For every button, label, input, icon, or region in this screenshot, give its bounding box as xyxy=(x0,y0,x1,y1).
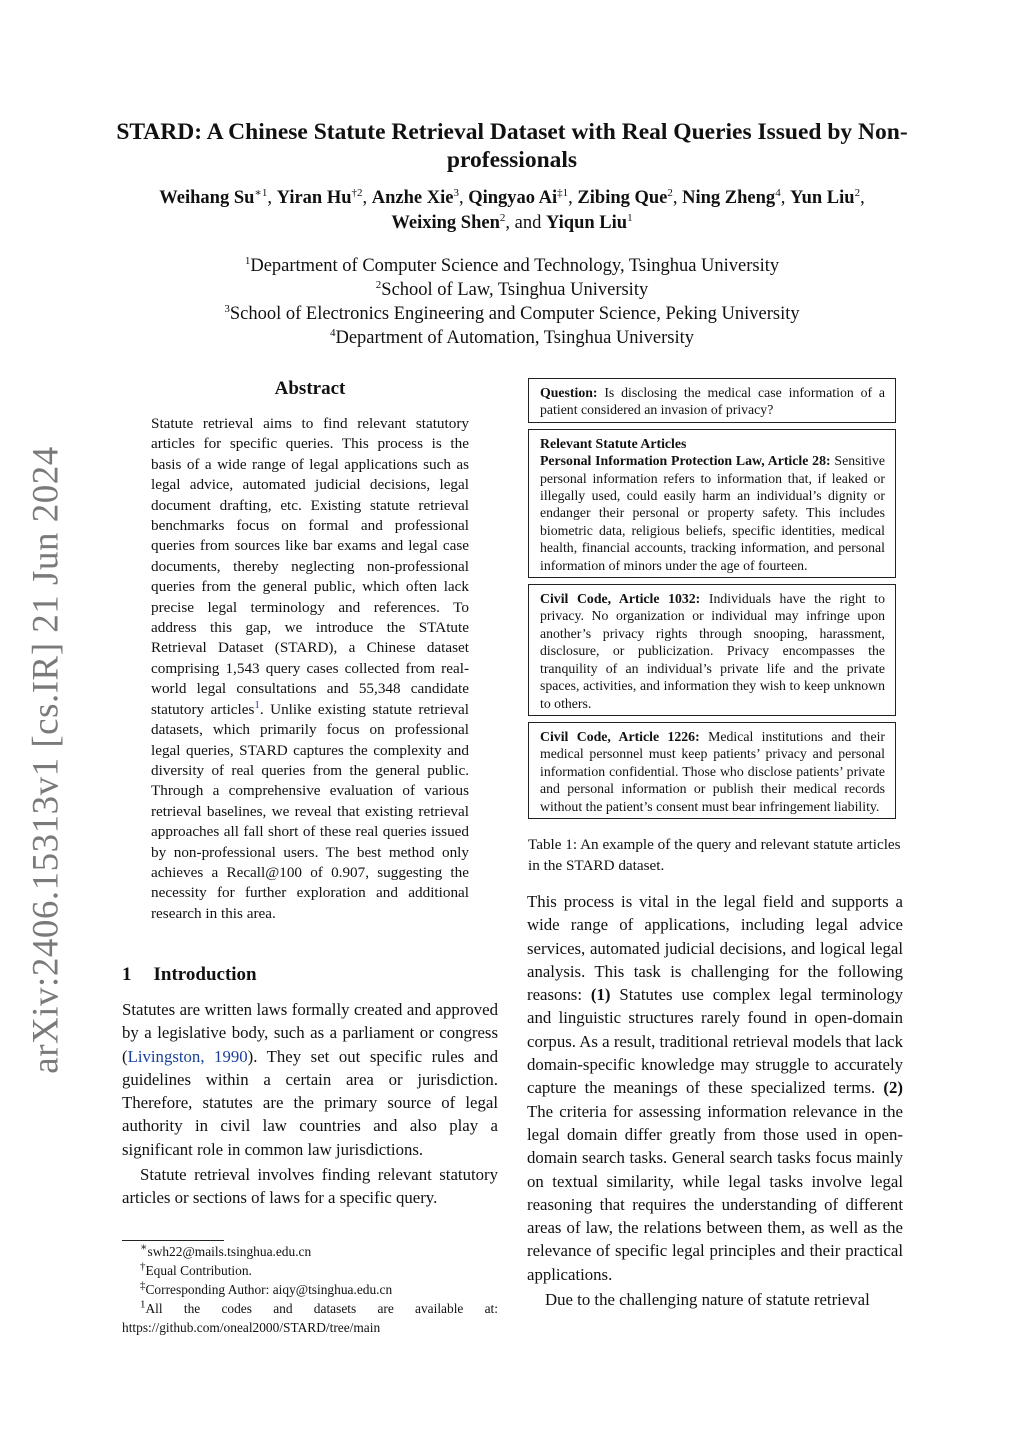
author: Weixing Shen$^2$, and xyxy=(391,211,546,233)
abstract-body: Statute retrieval aims to find relevant statutory articles for specific queries. This process is the basis of a wide range of legal applications such as legal advice, automated judicial decisions, legal document drafting, etc. Existing statute retrieval benchmarks focus on formal and professional queries from sources like bar exams and legal case documents, thereby neglecting non-professional queries from the general public, which often lack precise legal terminology and references. To address this gap, we introduce the STAtute Retrieval Dataset (STARD), a Chinese dataset comprising 1,543 query cases collected from real-world legal consultations and 55,348 candidate statutory articles$^1$. Unlike existing statute retrieval datasets, which primarily focus on professional legal queries, STARD captures the complexity and diversity of real queries from the general public. Through a comprehensive evaluation of various retrieval baselines, we reveal that existing retrieval approaches all fall short of these real queries issued by non-professional users. The best method only achieves a Recall@100 of 0.907, suggesting the necessity for further exploration and additional research in this area. xyxy=(151,415,469,922)
affiliation: $^1$Department of Computer Science and Technology, Tsinghua University xyxy=(244,254,780,276)
abstract-heading: Abstract xyxy=(274,378,346,399)
footnotes xyxy=(122,1242,498,1337)
author: Weihang $Su^{∗1}$, xyxy=(159,186,277,208)
introduction-body xyxy=(122,998,498,1210)
example-table xyxy=(528,378,896,819)
statute-cell: Civil Code, Article 1032: Individuals have the right to privacy. No organization or individual may infringe upon another’s privacy rights through snooping, harassment, disclosure, or publicization. Privacy encompasses the tranquility of an individual’s private life and the private spaces, activities, and information they wish to keep unknown to others. xyxy=(528,584,896,716)
paragraph: Statute retrieval involves finding relevant statutory articles or sections of laws for a specific query. xyxy=(122,1165,498,1208)
author: Zibing Que$^2$, xyxy=(577,186,683,208)
affiliation: $^2$School of Law, Tsinghua University xyxy=(375,278,649,300)
footnote: ∗swh22@mails.tsinghua.edu.cn xyxy=(140,1241,312,1259)
table-caption: Table 1: An example of the query and relevant statute articles in the STARD dataset. xyxy=(528,836,901,874)
question-cell: Question: Is disclosing the medical case information of a patient considered an invasion of privacy? xyxy=(528,378,896,423)
footnote-url[interactable]: https://github.com/oneal2000/STARD/tree/main xyxy=(122,1320,381,1335)
author: Anzhe Xie$^3$, xyxy=(371,186,469,208)
affiliations xyxy=(150,254,874,350)
affiliation: $^3$School of Electronics Engineering and Computer Science, Peking University xyxy=(224,302,800,324)
paragraph: Statutes are written laws formally created and approved by a legislative body, such as a parliament or congress (Livingston, 1990). They set out specific rules and guidelines within a certain area or jurisdiction. Therefore, statutes are the primary source of legal authority in civil law countries and also play a significant role in common law jurisdictions. xyxy=(122,1000,498,1159)
arxiv-identifier: arXiv:2406.15313v1 [cs.IR] 21 Jun 2024 xyxy=(25,446,67,1074)
relevant-heading: Relevant Statute Articles xyxy=(540,435,687,451)
paper-title: STARD: A Chinese Statute Retrieval Dataset with Real Queries Issued by Non-professionals xyxy=(116,119,908,173)
footnote: ‡Corresponding Author: aiqy@tsinghua.edu.cn xyxy=(140,1279,393,1297)
paragraph: Due to the challenging nature of statute retrieval xyxy=(545,1290,870,1310)
author: Yiqun Liu$^1$ xyxy=(545,211,633,233)
arxiv-side-label xyxy=(16,446,76,1074)
statute-cell: Relevant Statute Articles Personal Information Protection Law, Article 28: Sensitive personal information refers to information that, if leaked or illegally used, could easily harm an individual’s dignity or endanger their personal or property safety. This includes biometric data, religious beliefs, specific identities, medical health, financial accounts, tracking information, and personal information of minors under the age of fourteen. xyxy=(528,429,896,578)
author: Yun Liu$^2$, xyxy=(789,186,865,208)
author: Yiran Hu$^{\dagger 2}$, xyxy=(276,186,372,208)
footnote: $^1$All the codes and datasets are available at: xyxy=(140,1298,498,1316)
footnote: †Equal Contribution. xyxy=(140,1260,252,1278)
citation-link[interactable]: Livingston, 1990 xyxy=(127,1046,248,1066)
paragraph: This process is vital in the legal field and supports a wide range of applications, including legal advice services, automated judicial decisions, and logical legal analysis. This task is challenging for the following reasons: (1) Statutes use complex legal terminology and linguistic structures rarely found in open-domain corpus. As a result, traditional retrieval models that lack domain-specific knowledge may struggle to accurately capture the meanings of these specialized terms. (2) The criteria for assessing information relevance in the legal domain differ greatly from those used in open-domain search tasks. General search tasks focus mainly on textual similarity, while legal tasks involve legal reasoning that requires the understanding of different areas of law, the relations between them, as well as the relevance of specific legal principles and their practical applications. xyxy=(527,892,903,1284)
section-heading-introduction: 1 Introduction xyxy=(122,964,257,985)
right-column-body xyxy=(527,890,903,1311)
affiliation: $^4$Department of Automation, Tsinghua University xyxy=(329,326,695,348)
author: Ning Zheng$^4$, xyxy=(682,186,790,208)
footnote-link[interactable]: 1 xyxy=(254,698,260,711)
author: Qingyao Ai$^{\ddagger 1}$, xyxy=(468,186,578,208)
statute-cell: Civil Code, Article 1226: Medical institutions and their medical personnel must keep patients’ privacy and personal information confidential. Those who disclose patients’ private and personal information or publish their medical records without the patient’s consent must bear infringement liability. xyxy=(528,722,896,819)
author-list xyxy=(100,186,924,236)
footnote-divider xyxy=(122,1240,224,1241)
